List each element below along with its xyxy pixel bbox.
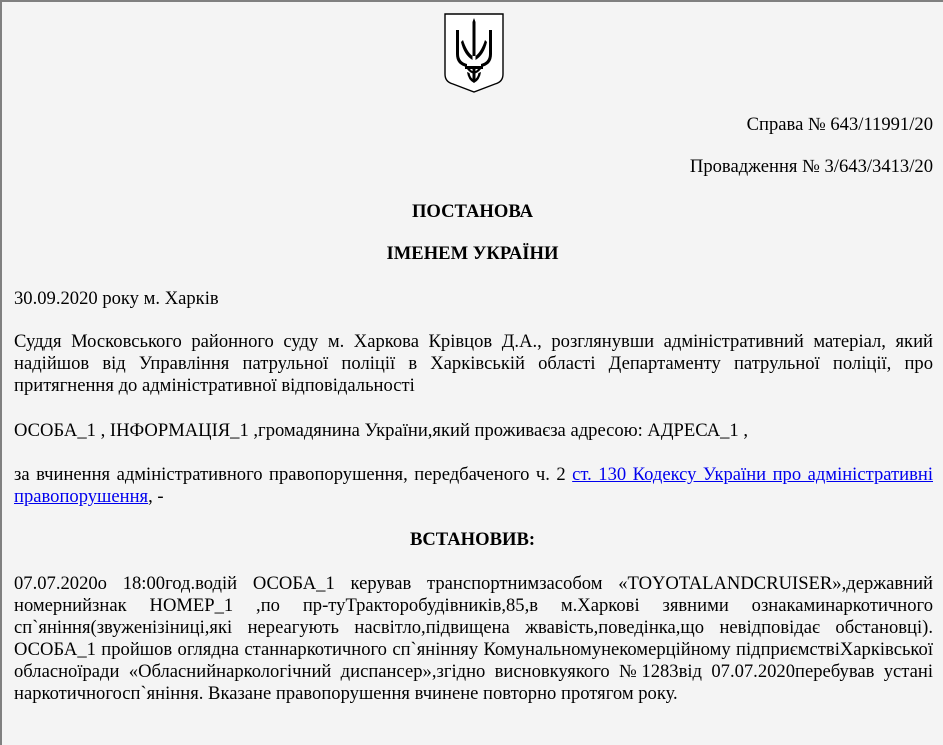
- case-number: Справа № 643/11991/20: [746, 114, 933, 135]
- document-type-title: ПОСТАНОВА: [411, 201, 534, 222]
- facts-paragraph: 07.07.2020о 18:00год.водій ОСОБА_1 керував транспортнимзасобом «TOYOTALANDCRUISER»,державний номернийзнак НОМЕР_1 ,по пр-туТракторобудівників,85,в м.Харкові зявними ознакаминаркотичного сп`яніння(звуженізіниці,які нереагують насвітло,підвищена жвавість,поведінка,що невідповідає обстановці). ОСОБА_1 пройшов оглядна станнаркотичного сп`янінняу Комунальномунекомерційному підприємствіХарківської обласноїради «Обласнийнаркологічний диспансер»,згідно висновкуякого №1283від 07.07.2020перебував устані наркотичногосп`яніння. Вказане правопорушення вчинене повторно протягом року.: [14, 573, 933, 704]
- proceeding-number: Провадження № 3/643/3413/20: [689, 156, 933, 177]
- offense-prefix: за вчинення адміністративного правопорушення, передбаченого ч. 2: [14, 464, 573, 485]
- offense-paragraph: [14, 464, 933, 508]
- date-place: 30.09.2020 року м. Харків: [14, 288, 219, 309]
- established-title: ВСТАНОВИВ:: [409, 529, 536, 550]
- code-article-link[interactable]: ст. 130 Кодексу України про адміністративні правопорушення: [14, 464, 933, 507]
- tryzub-coat-of-arms-icon: [443, 12, 505, 94]
- judge-paragraph: Суддя Московського районного суду м. Харкова Крівцов Д.А., розглянувши адміністративний матеріал, який надійшов від Управління патрульної поліції в Харківській області Департаменту патрульної поліції, про притягнення до адміністративної відповідальності: [14, 331, 933, 396]
- person-paragraph: ОСОБА_1 , ІНФОРМАЦІЯ_1 ,громадянина України,який проживаєза адресою: АДРЕСА_1 ,: [14, 420, 749, 441]
- in-the-name-title: ІМЕНЕМ УКРАЇНИ: [386, 243, 559, 264]
- offense-suffix: , -: [148, 486, 164, 507]
